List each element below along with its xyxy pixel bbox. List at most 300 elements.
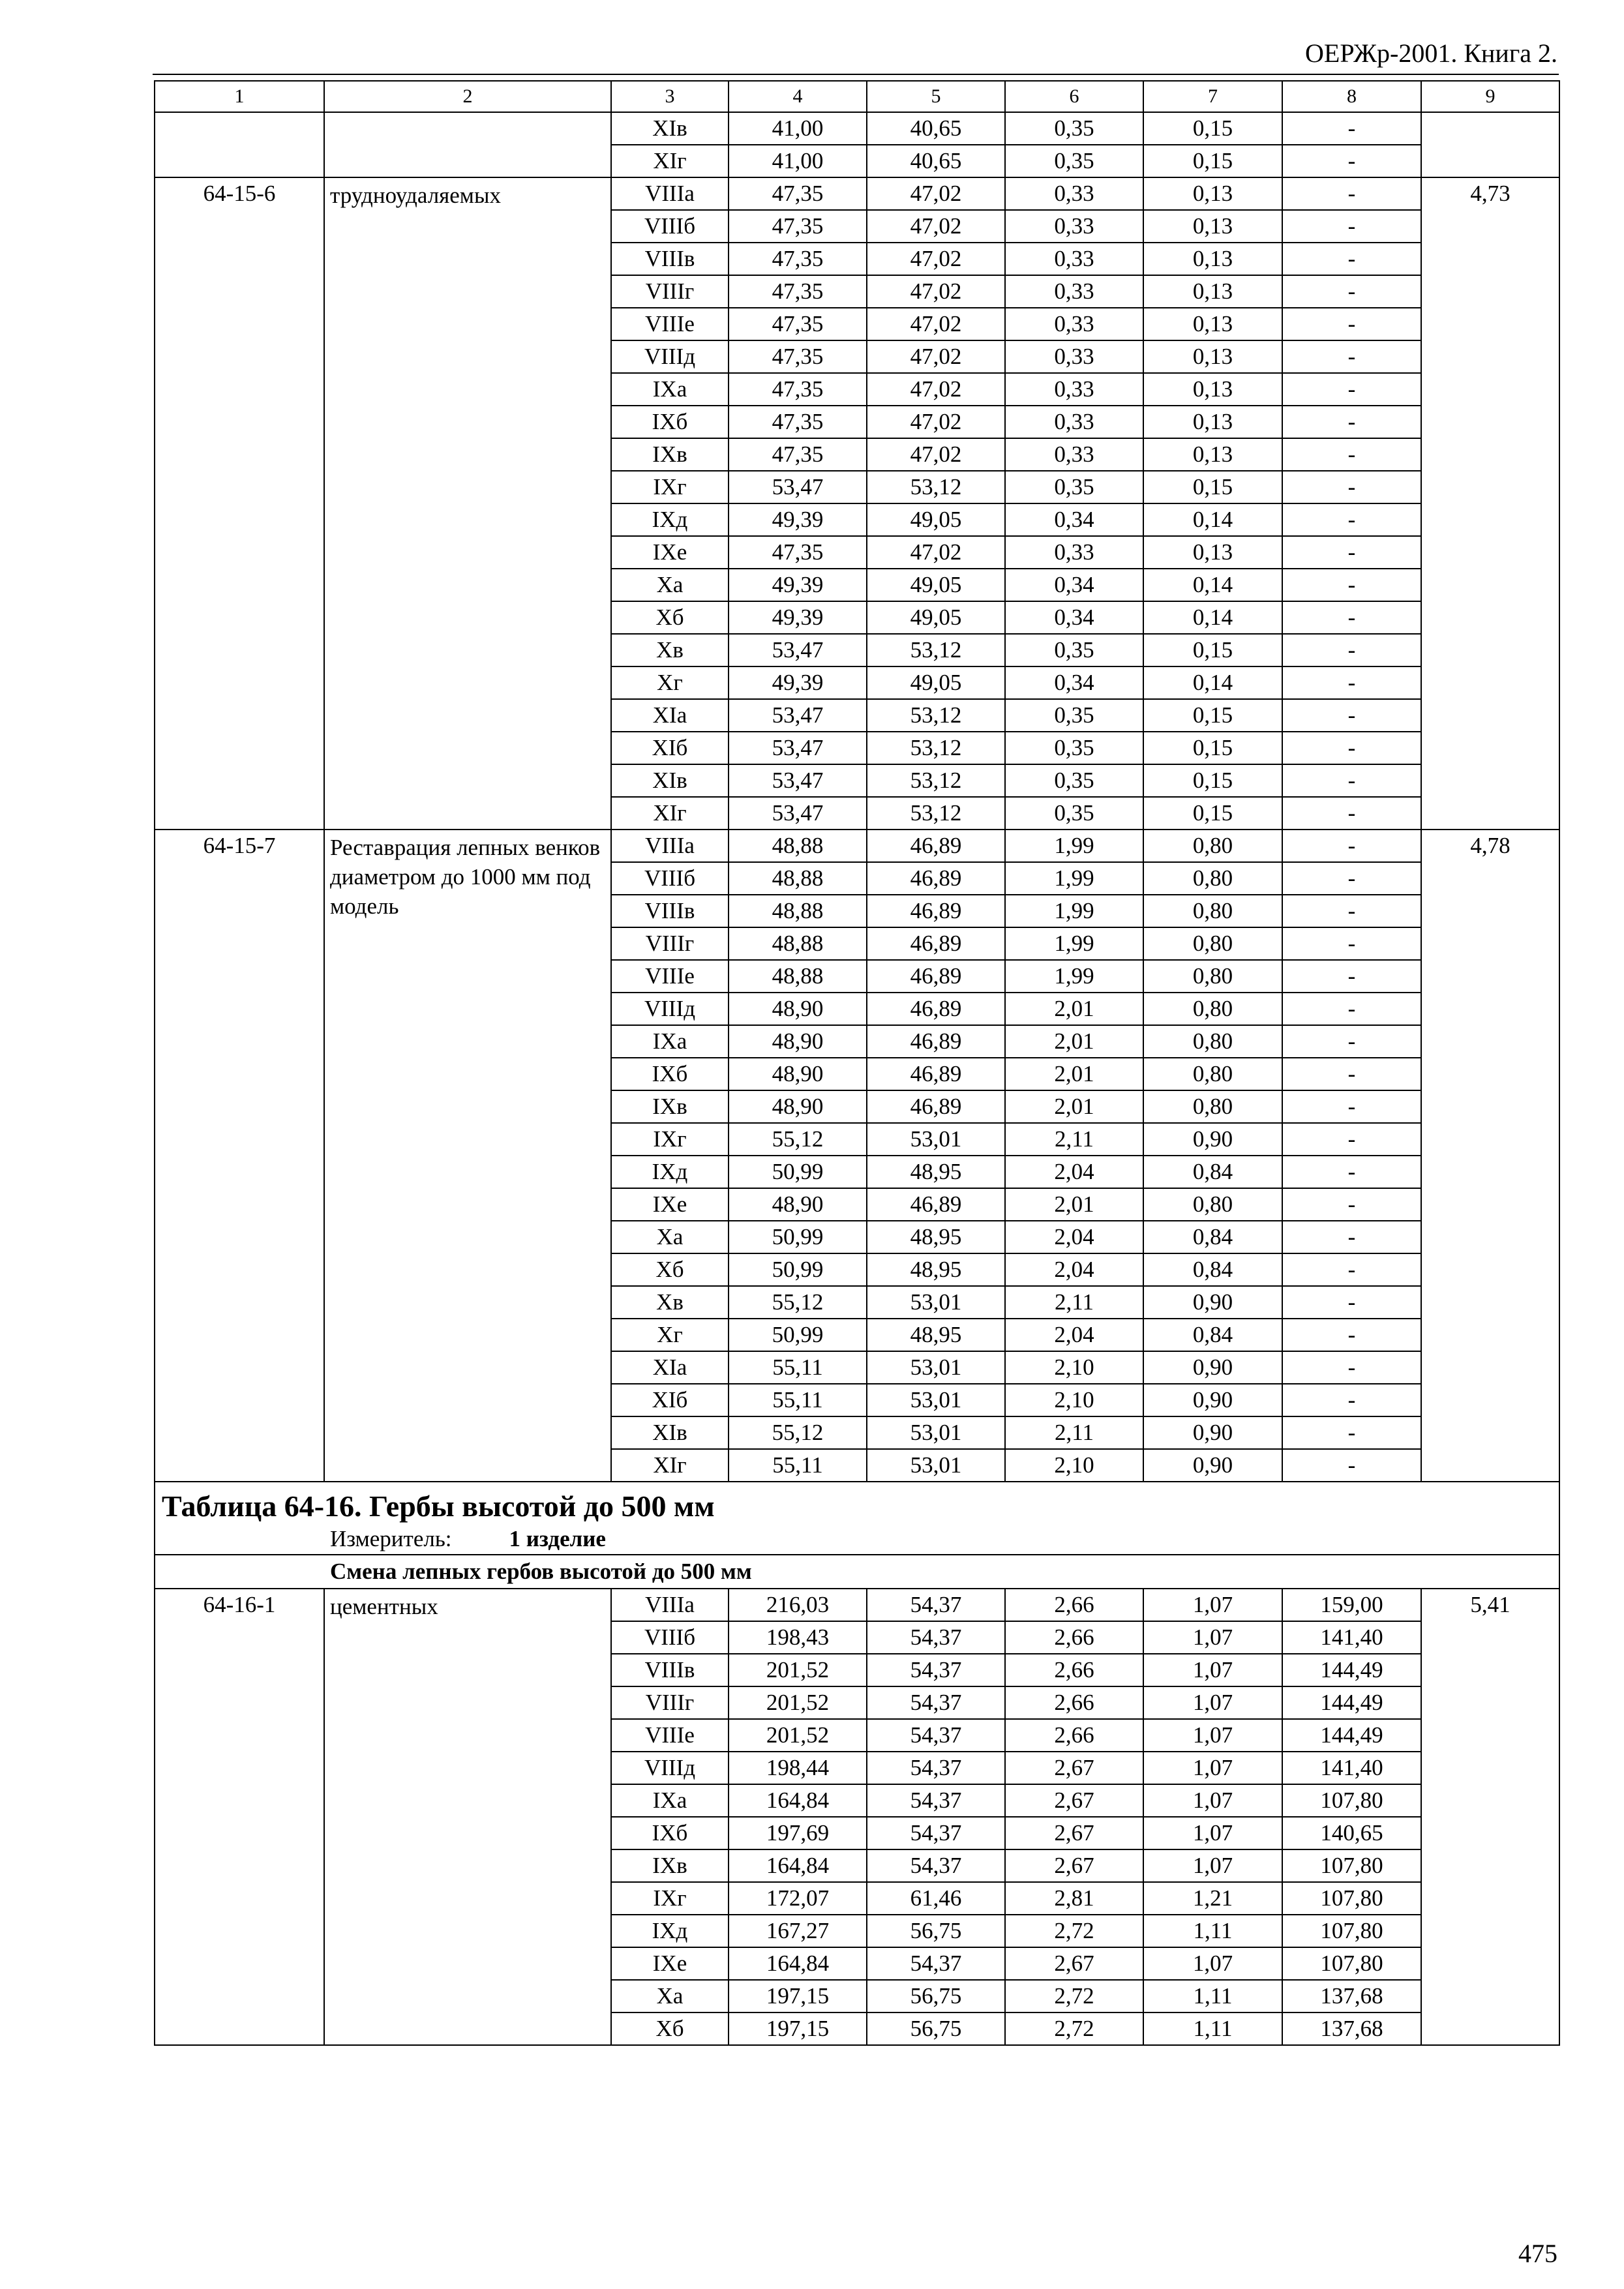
value-cell: 2,66 [1005,1719,1143,1752]
value-cell: 53,47 [729,732,867,764]
value-cell: 1,07 [1143,1589,1282,1621]
value-cell: - [1282,895,1421,927]
value-cell: 48,90 [729,1025,867,1058]
value-cell: 47,35 [729,177,867,210]
column-number: 7 [1143,81,1282,112]
value-cell: 107,80 [1282,1882,1421,1915]
meter-line [155,1523,1559,1555]
value-cell: 0,13 [1143,243,1282,275]
value-cell: 0,15 [1143,699,1282,732]
value-cell: 50,99 [729,1156,867,1188]
zone-cell: Xб [611,601,729,634]
code-cell: 64-16-1 [155,1589,324,2045]
value-cell: 53,12 [867,699,1005,732]
value-cell: 141,40 [1282,1752,1421,1784]
value-cell: 0,90 [1143,1123,1282,1156]
zone-cell: VIIIе [611,960,729,993]
value-cell: - [1282,1156,1421,1188]
value-cell: 0,15 [1143,797,1282,830]
value-cell: 2,67 [1005,1849,1143,1882]
value-cell: 0,33 [1005,308,1143,340]
value-cell: 0,34 [1005,569,1143,601]
zone-cell: Xг [611,1319,729,1351]
value-cell: 1,99 [1005,830,1143,862]
value-cell: 47,02 [867,243,1005,275]
value-cell: 53,12 [867,634,1005,666]
zone-cell: IXд [611,1915,729,1947]
value-cell: 55,11 [729,1384,867,1416]
value-cell: 50,99 [729,1253,867,1286]
value-cell: 54,37 [867,1719,1005,1752]
value-cell: 0,33 [1005,438,1143,471]
value-cell: 0,13 [1143,275,1282,308]
value-cell: 0,33 [1005,406,1143,438]
column-number: 3 [611,81,729,112]
value-cell: 2,01 [1005,1188,1143,1221]
zone-cell: Xв [611,1286,729,1319]
value-cell: - [1282,177,1421,210]
value-cell: 48,90 [729,1090,867,1123]
value-cell: 54,37 [867,1686,1005,1719]
zone-cell: IXб [611,1817,729,1849]
value-cell: 46,89 [867,927,1005,960]
value-cell: 0,13 [1143,406,1282,438]
value-cell: 0,34 [1005,601,1143,634]
value-cell: 2,04 [1005,1221,1143,1253]
value-cell: 107,80 [1282,1947,1421,1980]
value-cell: 0,34 [1005,503,1143,536]
value-cell: 49,05 [867,569,1005,601]
zone-cell: VIIIб [611,210,729,243]
value-cell: 107,80 [1282,1784,1421,1817]
value-cell: 54,37 [867,1784,1005,1817]
value-cell: 46,89 [867,1090,1005,1123]
value-cell: 140,65 [1282,1817,1421,1849]
value-cell: 0,33 [1005,340,1143,373]
value-cell: 2,10 [1005,1449,1143,1482]
zone-cell: IXв [611,1849,729,1882]
zone-cell: Xв [611,634,729,666]
value-cell: 2,67 [1005,1752,1143,1784]
value-cell: 47,02 [867,536,1005,569]
name-cell [324,112,611,177]
value-cell: - [1282,406,1421,438]
value-cell: 0,35 [1005,732,1143,764]
zone-cell: VIIIг [611,275,729,308]
value-cell: 53,12 [867,471,1005,503]
code-cell: 64-15-6 [155,177,324,830]
value-cell: 0,33 [1005,243,1143,275]
value-cell: 198,43 [729,1621,867,1654]
value-cell: 53,12 [867,764,1005,797]
value-cell: 2,01 [1005,993,1143,1025]
value-cell: 47,35 [729,340,867,373]
value-cell: 159,00 [1282,1589,1421,1621]
value-cell: - [1282,1025,1421,1058]
value-cell: - [1282,1384,1421,1416]
value-cell: 2,66 [1005,1654,1143,1686]
zone-cell: IXе [611,1188,729,1221]
value-cell: 47,35 [729,243,867,275]
value-cell: 0,90 [1143,1416,1282,1449]
value-cell: 0,33 [1005,177,1143,210]
value-cell: - [1282,862,1421,895]
zone-cell: XIв [611,112,729,145]
value-cell: 0,80 [1143,1090,1282,1123]
value-cell: - [1282,471,1421,503]
value-cell: - [1282,666,1421,699]
zone-cell: VIIIе [611,1719,729,1752]
zone-cell: IXе [611,536,729,569]
zone-cell: XIг [611,145,729,177]
value-cell: 198,44 [729,1752,867,1784]
value-cell: 0,35 [1005,471,1143,503]
value-cell: 47,35 [729,438,867,471]
column-number: 5 [867,81,1005,112]
zone-cell: Xг [611,666,729,699]
value-cell: 47,02 [867,340,1005,373]
column-number: 4 [729,81,867,112]
value-cell: 2,11 [1005,1123,1143,1156]
value-cell: 50,99 [729,1319,867,1351]
zone-cell: XIб [611,732,729,764]
value-cell: 53,47 [729,634,867,666]
value-cell: 201,52 [729,1686,867,1719]
value-cell: 2,67 [1005,1784,1143,1817]
value-cell: 53,01 [867,1449,1005,1482]
value-cell: 1,11 [1143,2012,1282,2045]
value-cell: 0,35 [1005,699,1143,732]
value-cell: 107,80 [1282,1849,1421,1882]
col9-cell: 4,78 [1421,830,1559,1482]
value-cell: 0,80 [1143,993,1282,1025]
value-cell: 1,07 [1143,1621,1282,1654]
value-cell: 1,07 [1143,1817,1282,1849]
value-cell: 49,39 [729,503,867,536]
value-cell: 0,15 [1143,112,1282,145]
value-cell: - [1282,634,1421,666]
zone-cell: Xб [611,1253,729,1286]
value-cell: 216,03 [729,1589,867,1621]
value-cell: 49,39 [729,601,867,634]
value-cell: 49,05 [867,601,1005,634]
zone-cell: VIIIб [611,862,729,895]
zone-cell: IXб [611,406,729,438]
value-cell: 197,15 [729,1980,867,2012]
value-cell: 0,13 [1143,340,1282,373]
value-cell: 0,80 [1143,1058,1282,1090]
value-cell: 2,04 [1005,1319,1143,1351]
value-cell: 1,11 [1143,1915,1282,1947]
value-cell: 0,14 [1143,503,1282,536]
value-cell: 0,90 [1143,1384,1282,1416]
table-title: Таблица 64-16. Гербы высотой до 500 мм [155,1482,1559,1523]
value-cell: 144,49 [1282,1654,1421,1686]
zone-cell: VIIIд [611,993,729,1025]
value-cell: - [1282,1416,1421,1449]
value-cell: 47,35 [729,406,867,438]
value-cell: 54,37 [867,1817,1005,1849]
value-cell: 0,35 [1005,634,1143,666]
value-cell: 0,33 [1005,275,1143,308]
value-cell: - [1282,503,1421,536]
value-cell: 46,89 [867,895,1005,927]
value-cell: 1,07 [1143,1849,1282,1882]
value-cell: - [1282,1123,1421,1156]
zone-cell: VIIIа [611,830,729,862]
value-cell: 2,67 [1005,1947,1143,1980]
value-cell: 0,13 [1143,438,1282,471]
value-cell: 47,35 [729,308,867,340]
table-body [155,81,1559,2045]
value-cell: 47,02 [867,308,1005,340]
section-subtitle-row [155,1555,1559,1589]
value-cell: 0,35 [1005,797,1143,830]
value-cell: 2,66 [1005,1686,1143,1719]
value-cell: 55,12 [729,1123,867,1156]
value-cell: - [1282,1449,1421,1482]
value-cell: - [1282,993,1421,1025]
value-cell: 164,84 [729,1947,867,1980]
zone-cell: XIг [611,1449,729,1482]
value-cell: - [1282,601,1421,634]
header-rule [153,74,1559,75]
value-cell: 56,75 [867,1915,1005,1947]
value-cell: 53,47 [729,764,867,797]
value-cell: 48,88 [729,830,867,862]
document-header: ОЕРЖр-2001. Книга 2. [1305,38,1557,68]
value-cell: 172,07 [729,1882,867,1915]
value-cell: 48,90 [729,1058,867,1090]
zone-cell: IXа [611,373,729,406]
value-cell: 0,80 [1143,1025,1282,1058]
zone-cell: VIIIв [611,1654,729,1686]
value-cell: 48,95 [867,1221,1005,1253]
value-cell: 40,65 [867,112,1005,145]
value-cell: 144,49 [1282,1719,1421,1752]
value-cell: 1,07 [1143,1947,1282,1980]
value-cell: 0,90 [1143,1286,1282,1319]
value-cell: 47,02 [867,177,1005,210]
value-cell: 48,95 [867,1253,1005,1286]
value-cell: - [1282,112,1421,145]
zone-cell: XIа [611,699,729,732]
zone-cell: Xб [611,2012,729,2045]
zone-cell: XIв [611,764,729,797]
value-cell: 0,13 [1143,177,1282,210]
zone-cell: XIг [611,797,729,830]
zone-cell: Xа [611,1221,729,1253]
zone-cell: IXг [611,471,729,503]
value-cell: 48,88 [729,960,867,993]
value-cell: 1,07 [1143,1654,1282,1686]
column-number-row [155,81,1559,112]
section-title-row [155,1482,1559,1523]
zone-cell: IXд [611,503,729,536]
value-cell: 1,99 [1005,895,1143,927]
value-cell: 48,90 [729,1188,867,1221]
value-cell: - [1282,1221,1421,1253]
value-cell: 49,39 [729,569,867,601]
value-cell: 47,35 [729,373,867,406]
section-meter-row [155,1523,1559,1555]
zone-cell: IXа [611,1784,729,1817]
value-cell: 0,84 [1143,1319,1282,1351]
value-cell: 55,12 [729,1416,867,1449]
value-cell: 41,00 [729,145,867,177]
name-cell: Реставрация лепных венков диаметром до 1000 мм под модель [324,830,611,1482]
zone-cell: IXе [611,1947,729,1980]
zone-cell: IXг [611,1123,729,1156]
value-cell: 0,84 [1143,1156,1282,1188]
value-cell: 0,84 [1143,1253,1282,1286]
section-subtitle: Смена лепных гербов высотой до 500 мм [155,1555,1559,1589]
value-cell: 47,35 [729,275,867,308]
value-cell: 56,75 [867,1980,1005,2012]
meter-value: 1 изделие [509,1525,606,1551]
value-cell: 2,11 [1005,1416,1143,1449]
zone-cell: IXб [611,1058,729,1090]
value-cell: 47,35 [729,210,867,243]
value-cell: 47,02 [867,373,1005,406]
value-cell: 1,11 [1143,1980,1282,2012]
value-cell: 0,14 [1143,569,1282,601]
value-cell: 46,89 [867,993,1005,1025]
value-cell: 0,84 [1143,1221,1282,1253]
value-cell: 46,89 [867,830,1005,862]
zone-cell: IXв [611,438,729,471]
value-cell: 137,68 [1282,2012,1421,2045]
zone-cell: VIIIв [611,243,729,275]
name-cell: трудноудаляемых [324,177,611,830]
table-row [155,112,1559,145]
col9-cell [1421,112,1559,177]
value-cell: 164,84 [729,1784,867,1817]
value-cell: - [1282,927,1421,960]
value-cell: 1,07 [1143,1719,1282,1752]
value-cell: 0,15 [1143,764,1282,797]
value-cell: 0,14 [1143,601,1282,634]
zone-cell: XIа [611,1351,729,1384]
value-cell: 47,02 [867,275,1005,308]
table-row [155,1589,1559,1621]
zone-cell: XIб [611,1384,729,1416]
value-cell: 46,89 [867,862,1005,895]
value-cell: 47,02 [867,406,1005,438]
rates-table [154,80,1560,2046]
col9-cell: 4,73 [1421,177,1559,830]
value-cell: 54,37 [867,1589,1005,1621]
value-cell: 40,65 [867,145,1005,177]
value-cell: 53,01 [867,1416,1005,1449]
value-cell: - [1282,243,1421,275]
value-cell: 197,15 [729,2012,867,2045]
value-cell: 46,89 [867,960,1005,993]
value-cell: 54,37 [867,1947,1005,1980]
zone-cell: VIIIа [611,177,729,210]
value-cell: 2,01 [1005,1058,1143,1090]
value-cell: - [1282,1319,1421,1351]
value-cell: 107,80 [1282,1915,1421,1947]
value-cell: 0,35 [1005,145,1143,177]
value-cell: 0,80 [1143,927,1282,960]
value-cell: 0,80 [1143,960,1282,993]
value-cell: 0,33 [1005,373,1143,406]
value-cell: 144,49 [1282,1686,1421,1719]
value-cell: 2,01 [1005,1090,1143,1123]
zone-cell: Xа [611,569,729,601]
value-cell: 0,34 [1005,666,1143,699]
value-cell: 54,37 [867,1654,1005,1686]
column-number: 9 [1421,81,1559,112]
value-cell: 46,89 [867,1188,1005,1221]
value-cell: 50,99 [729,1221,867,1253]
value-cell: 2,10 [1005,1351,1143,1384]
col9-cell: 5,41 [1421,1589,1559,2045]
zone-cell: VIIIв [611,895,729,927]
value-cell: 0,80 [1143,1188,1282,1221]
value-cell: - [1282,1253,1421,1286]
value-cell: 0,90 [1143,1449,1282,1482]
value-cell: 46,89 [867,1025,1005,1058]
value-cell: 1,99 [1005,927,1143,960]
value-cell: 197,69 [729,1817,867,1849]
value-cell: 0,33 [1005,536,1143,569]
value-cell: - [1282,764,1421,797]
column-number: 1 [155,81,324,112]
value-cell: 48,88 [729,927,867,960]
value-cell: 0,80 [1143,830,1282,862]
value-cell: 49,39 [729,666,867,699]
value-cell: 0,13 [1143,308,1282,340]
code-cell [155,112,324,177]
value-cell: 2,04 [1005,1156,1143,1188]
value-cell: 2,01 [1005,1025,1143,1058]
value-cell: 0,35 [1005,764,1143,797]
value-cell: 2,10 [1005,1384,1143,1416]
value-cell: - [1282,438,1421,471]
value-cell: 53,12 [867,797,1005,830]
zone-cell: XIв [611,1416,729,1449]
value-cell: 1,07 [1143,1784,1282,1817]
zone-cell: IXд [611,1156,729,1188]
value-cell: 2,11 [1005,1286,1143,1319]
value-cell: 137,68 [1282,1980,1421,2012]
value-cell: 201,52 [729,1654,867,1686]
value-cell: - [1282,1090,1421,1123]
value-cell: 0,90 [1143,1351,1282,1384]
value-cell: 55,12 [729,1286,867,1319]
value-cell: 0,13 [1143,373,1282,406]
value-cell: 0,80 [1143,862,1282,895]
zone-cell: IXа [611,1025,729,1058]
value-cell: - [1282,732,1421,764]
zone-cell: IXв [611,1090,729,1123]
value-cell: 141,40 [1282,1621,1421,1654]
value-cell: - [1282,340,1421,373]
value-cell: 0,33 [1005,210,1143,243]
value-cell: 2,72 [1005,1980,1143,2012]
value-cell: 54,37 [867,1752,1005,1784]
value-cell: 61,46 [867,1882,1005,1915]
zone-cell: VIIIа [611,1589,729,1621]
value-cell: 0,15 [1143,634,1282,666]
value-cell: 56,75 [867,2012,1005,2045]
value-cell: 53,47 [729,797,867,830]
value-cell: 53,01 [867,1123,1005,1156]
value-cell: 47,35 [729,536,867,569]
value-cell: 2,72 [1005,2012,1143,2045]
